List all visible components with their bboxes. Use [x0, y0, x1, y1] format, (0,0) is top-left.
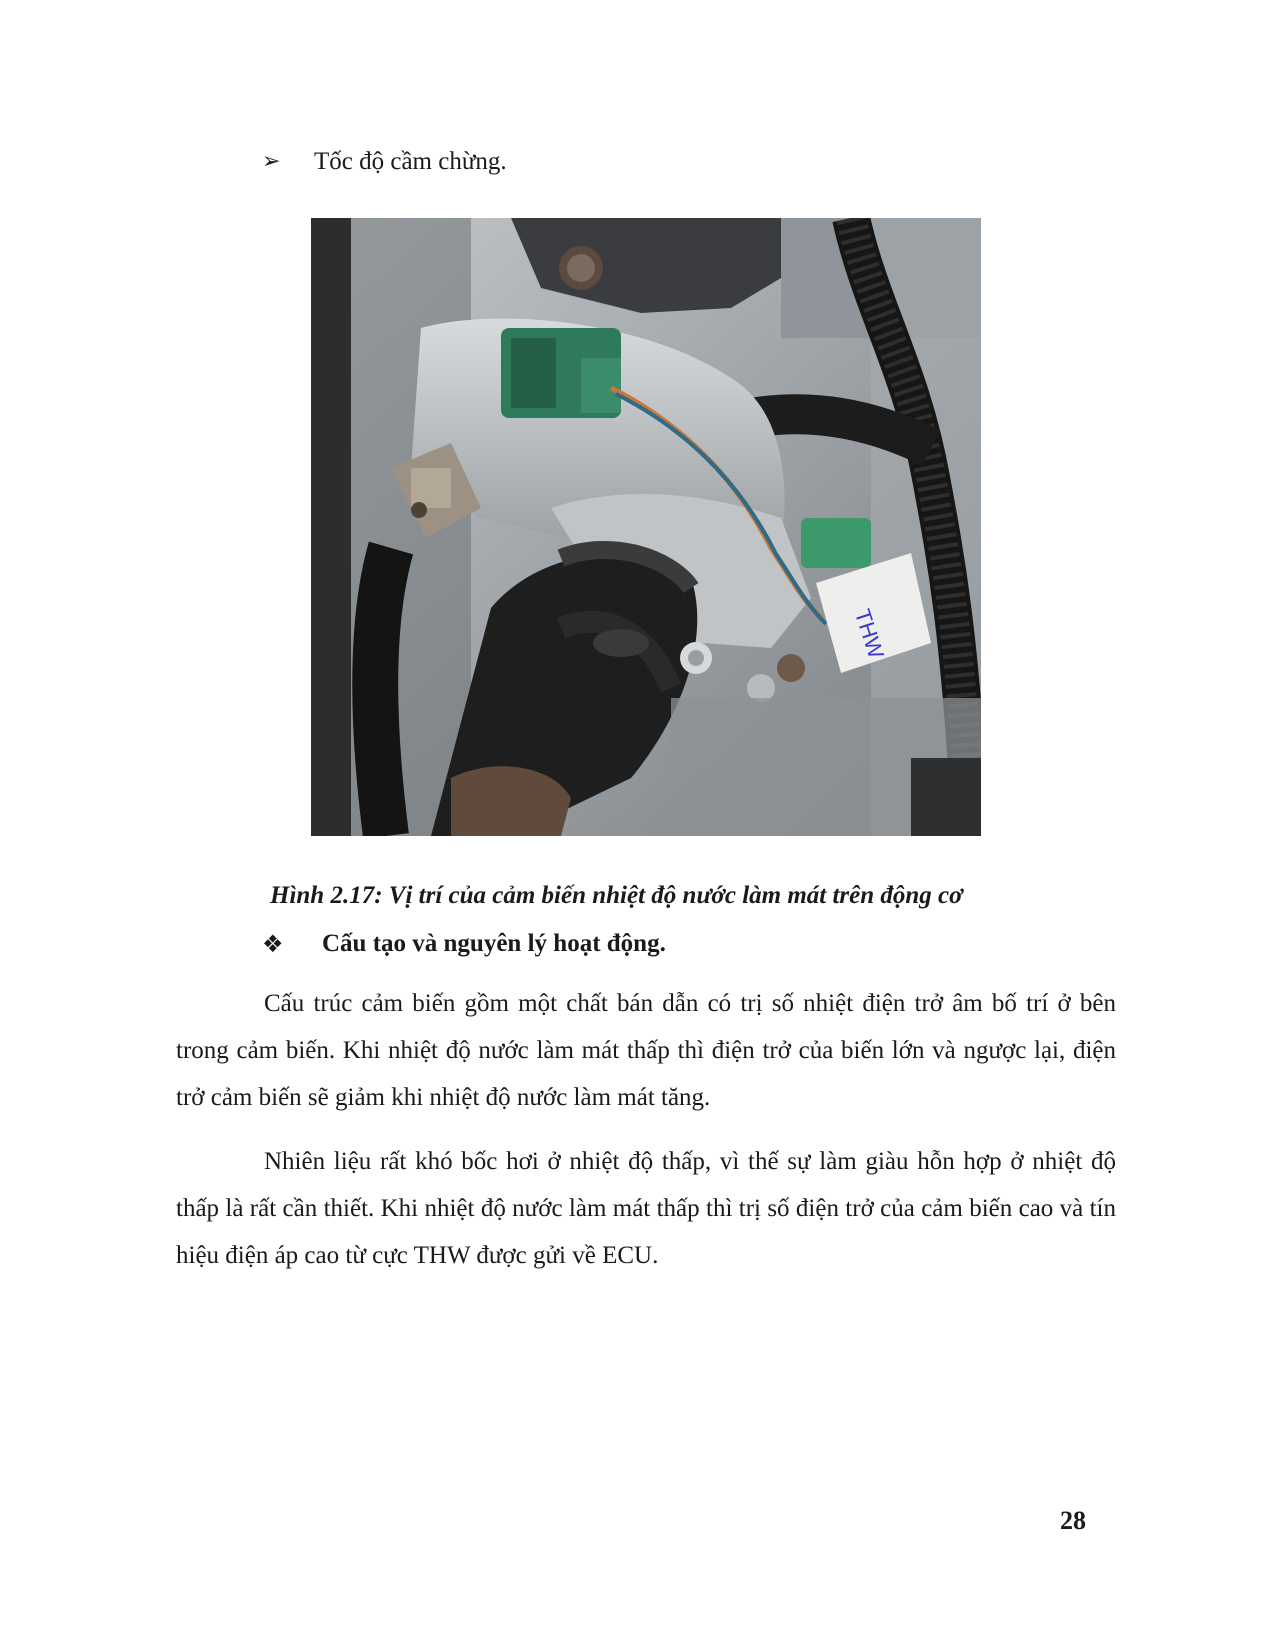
engine-sensor-photo: [311, 218, 981, 836]
paragraph-structure: Cấu trúc cảm biến gồm một chất bán dẫn có trị số nhiệt điện trở âm bố trí ở bên trong cảm biến. Khi nhiệt độ nước làm mát thấp thì điện trở của biến lớn và ngược lại, điện trở cảm biến sẽ giảm khi nhiệt độ nước làm mát tăng.: [176, 990, 1116, 1111]
engine-photo-illustration: [311, 218, 981, 836]
svg-text:THW: THW: [849, 606, 889, 662]
page-number: 28: [1060, 1506, 1086, 1535]
bullet-text: Tốc độ cầm chừng.: [314, 148, 507, 175]
paragraph-operation: Nhiên liệu rất khó bốc hơi ở nhiệt độ thấp, vì thế sự làm giàu hỗn hợp ở nhiệt độ thấp là rất cần thiết. Khi nhiệt độ nước làm mát thấp thì trị số điện trở của cảm biến cao và tín hiệu điện áp cao từ cực THW được gửi về ECU.: [176, 1148, 1116, 1269]
arrow-bullet-icon: ➢: [262, 149, 281, 174]
figure-caption: Hình 2.17: Vị trí của cảm biến nhiệt độ nước làm mát trên động cơ: [270, 882, 963, 909]
bullet-item-idle-speed: [262, 146, 507, 178]
section-heading: [262, 928, 666, 960]
green-connector-top: [501, 328, 621, 418]
diamond-bullet-icon: ❖: [262, 930, 284, 958]
section-title: Cấu tạo và nguyên lý hoạt động.: [322, 930, 666, 957]
